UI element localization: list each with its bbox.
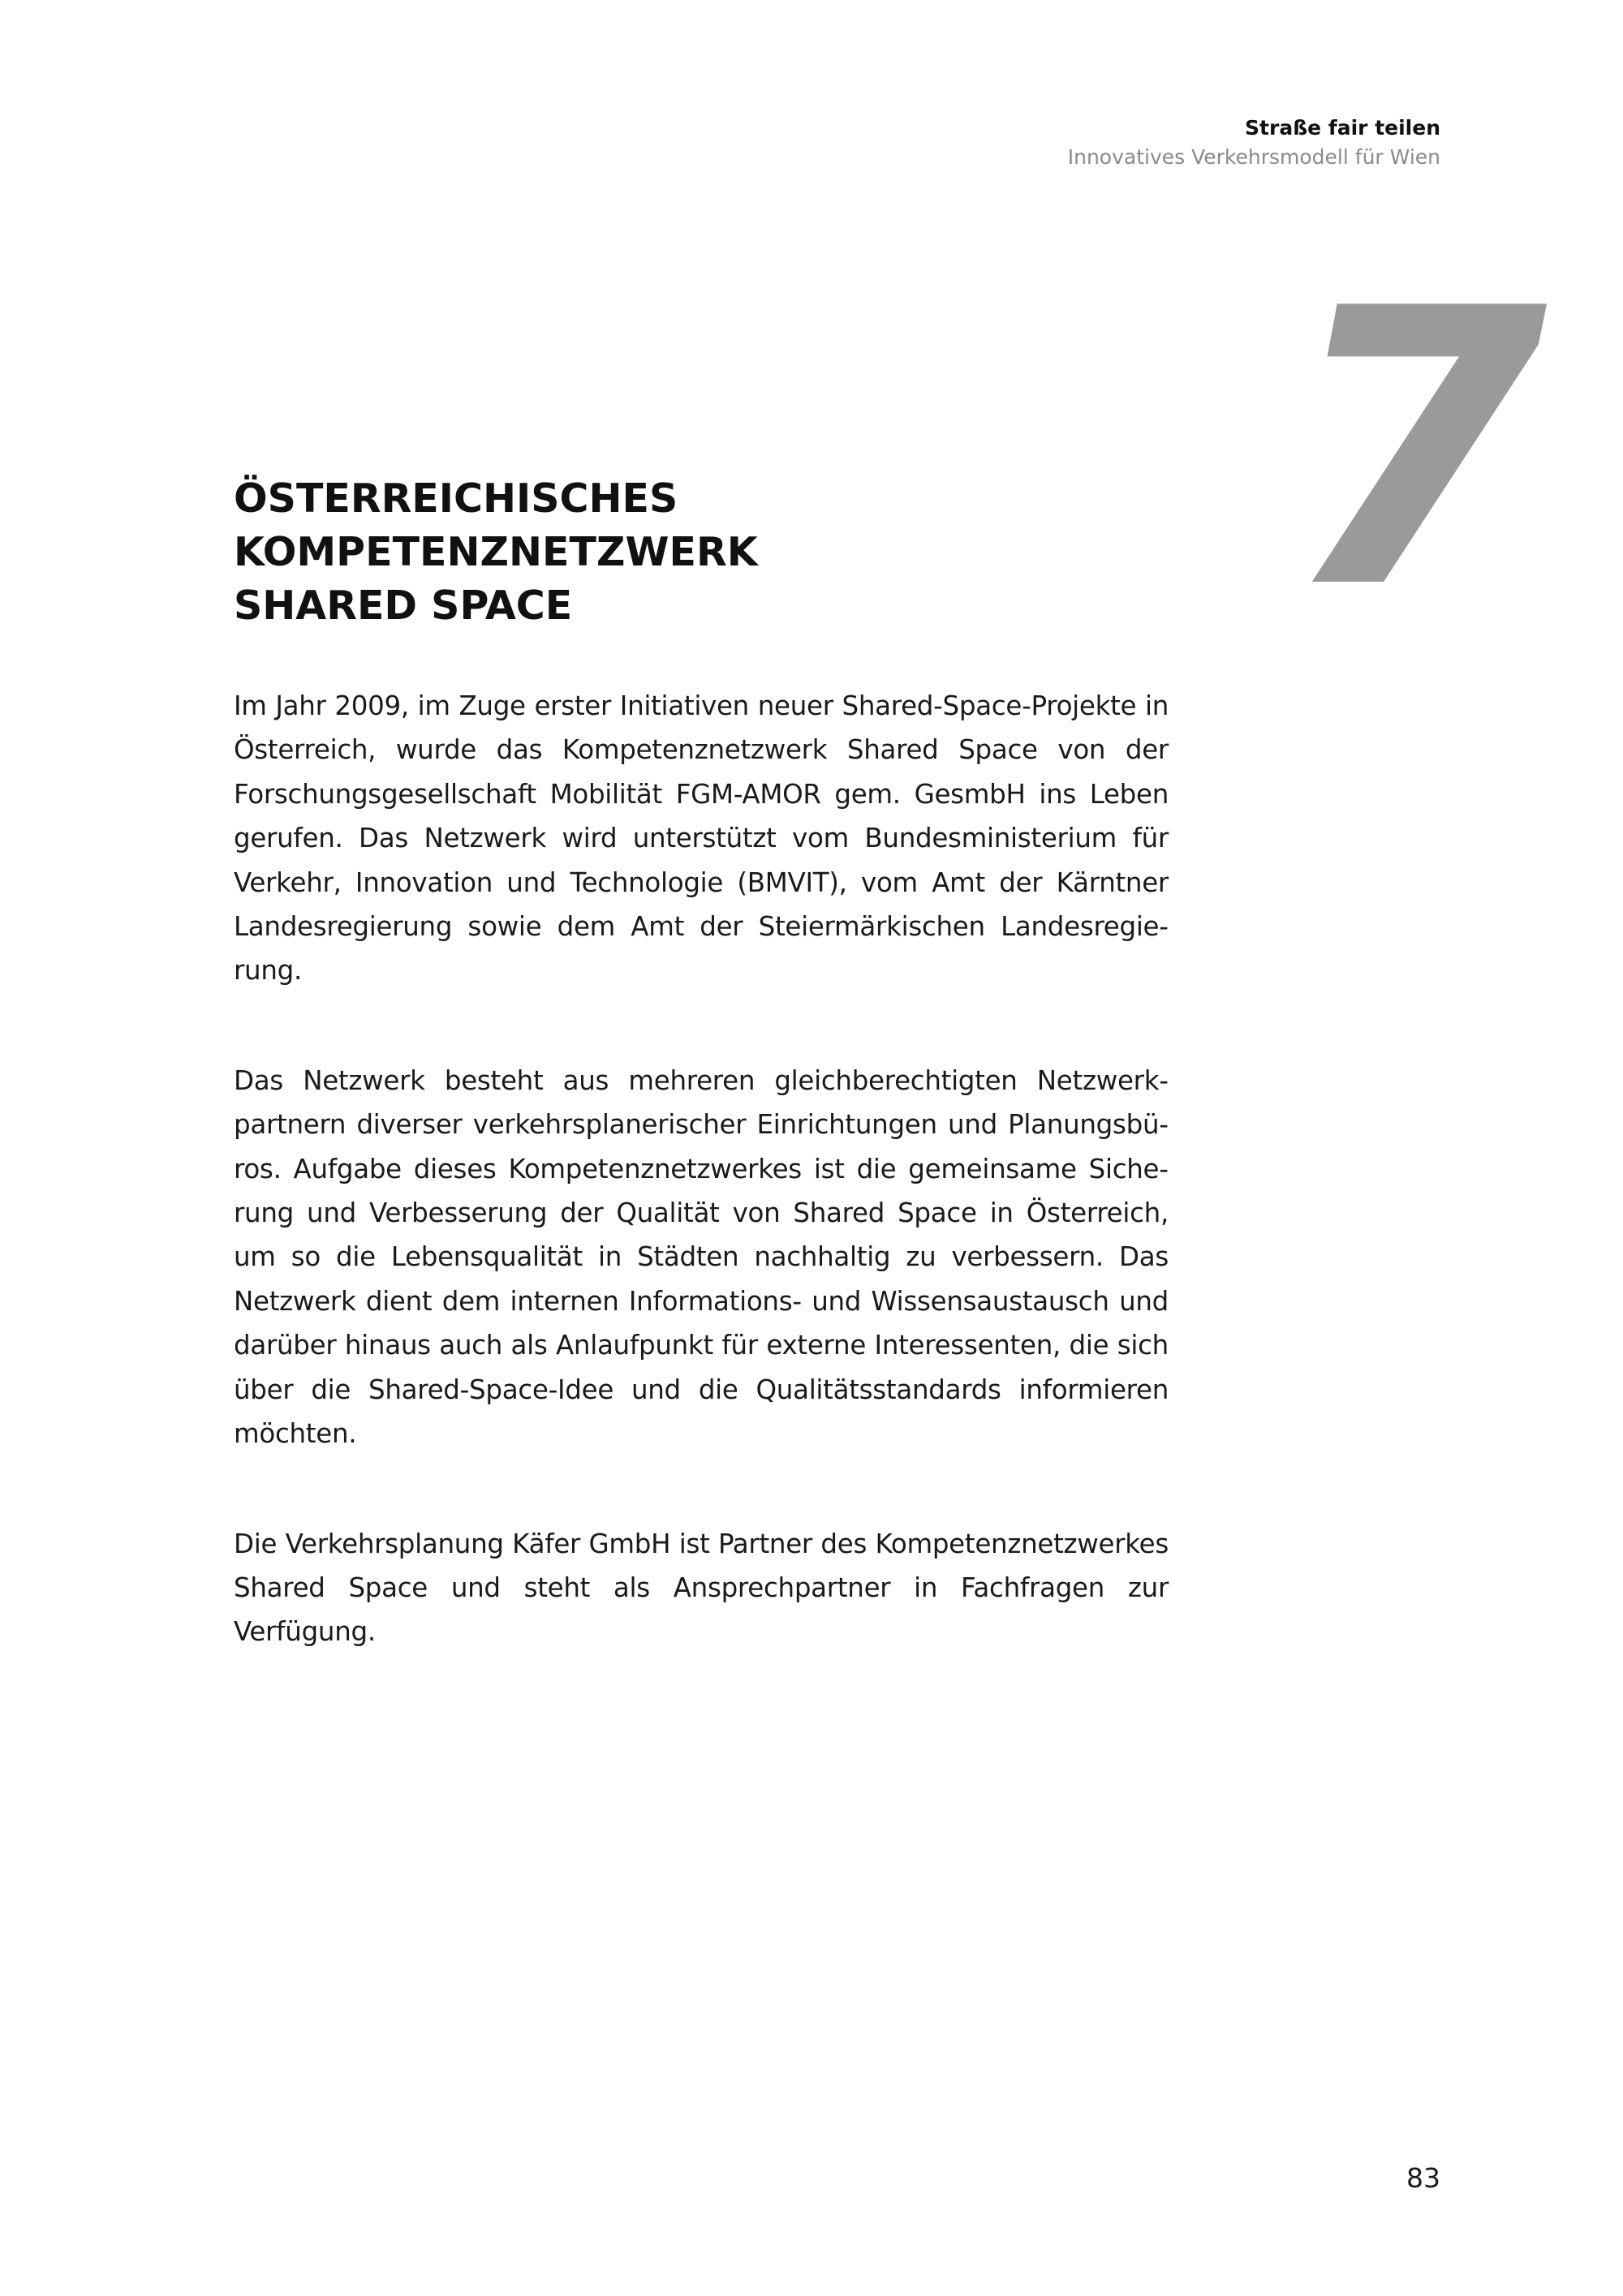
chapter-title-line-1: ÖSTERREICHISCHES KOMPETENZNETZWERK [234, 475, 758, 575]
paragraph-1: Im Jahr 2009, im Zuge erster Initiativen neuer Shared-Space-Projekte in Österreich, wurde das Kompetenznetzwerk Shared Space von der Forschungsgesellschaft Mobilität FGM-AMOR gem. GesmbH ins Leben gerufen. Das Netzwerk wird unterstützt vom Bundesministerium für Verkehr, Innovation und Technologie (BMVIT), vom Amt der Kärntner Landesregierung sowie dem Amt der Steiermärkischen Landesregierung. [234, 690, 1169, 987]
chapter-title-line-2: SHARED SPACE [234, 583, 573, 629]
page-number: 83 [1406, 2162, 1440, 2194]
chapter-number: 7 [1282, 228, 1548, 672]
paragraph-2: Das Netzwerk besteht aus mehreren gleichberechtigten Netzwerkpartnern diverser verkehrsplanerischer Einrichtungen und Planungsbüros. Aufgabe dieses Kompetenznetzwerkes ist die gemeinsame Sicherung und Verbesserung der Qualität von Shared Space in Österreich, um so die Lebensqualität in Städten nachhaltig zu verbessern. Das Netzwerk dient dem internen Informations- und Wissensaustausch und darüber hinaus auch als Anlaufpunkt für externe Interessenten, die sich über die Shared-Space-Idee und die Qualitätsstandards informieren möchten. [234, 1064, 1169, 1450]
paragraph-3: Die Verkehrsplanung Käfer GmbH ist Partner des Kompetenznetzwerkes Shared Space und steht als Ansprechpartner in Fachfragen zur Verfügung. [234, 1528, 1169, 1648]
running-header-title: Straße fair teilen [1245, 116, 1440, 140]
running-header-subtitle: Innovatives Verkehrsmodell für Wien [1067, 145, 1440, 169]
running-header [1068, 114, 1440, 172]
body-text [234, 684, 1169, 1720]
chapter-title [234, 472, 1208, 633]
